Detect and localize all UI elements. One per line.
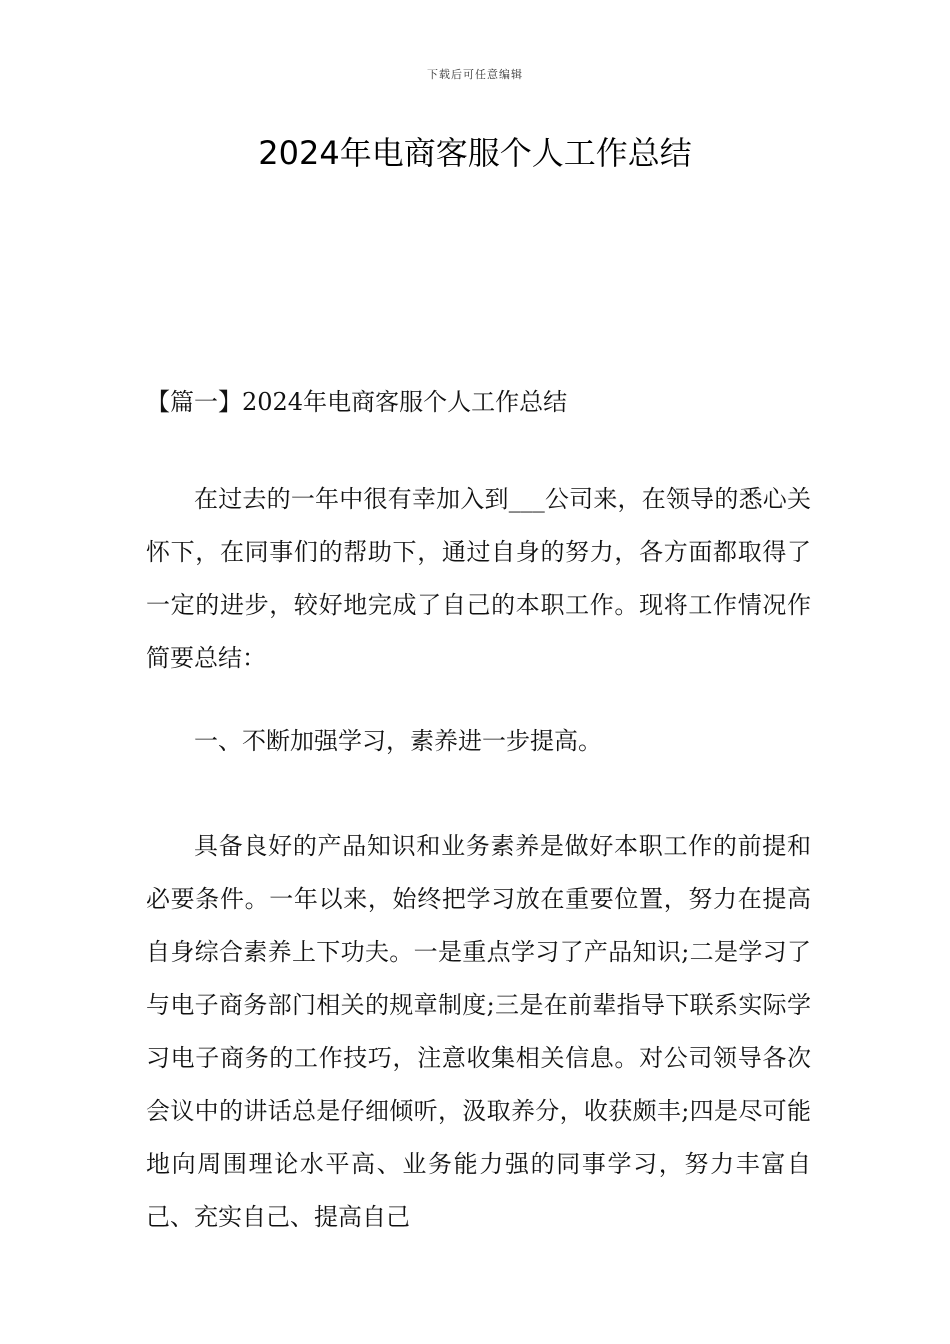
- paragraph-learning: 具备良好的产品知识和业务素养是做好本职工作的前提和必要条件。一年以来，始终把学习放在重要位置，努力在提高自身综合素养上下功夫。一是重点学习了产品知识;二是学习了与电子商务部门相关的规章制度;三是在前辈指导下联系实际学习电子商务的工作技巧，注意收集相关信息。对公司领导各次会议中的讲话总是仔细倾听，汲取养分，收获颇丰;四是尽可能地向周围理论水平高、业务能力强的同事学习，努力丰富自己、充实自己、提高自己: [146, 832, 811, 1231]
- document-title: 2024年电商客服个人工作总结: [258, 134, 692, 172]
- header-note: 下载后可任意编辑: [427, 68, 523, 81]
- paragraph-intro: 在过去的一年中很有幸加入到___公司来，在领导的悉心关怀下，在同事们的帮助下，通过自身的努力，各方面都取得了一定的进步，较好地完成了自己的本职工作。现将工作情况作简要总结：: [146, 485, 811, 672]
- section-heading: 【篇一】2024年电商客服个人工作总结: [146, 388, 568, 416]
- paragraph-subheading: 一、不断加强学习，素养进一步提高。: [194, 727, 602, 755]
